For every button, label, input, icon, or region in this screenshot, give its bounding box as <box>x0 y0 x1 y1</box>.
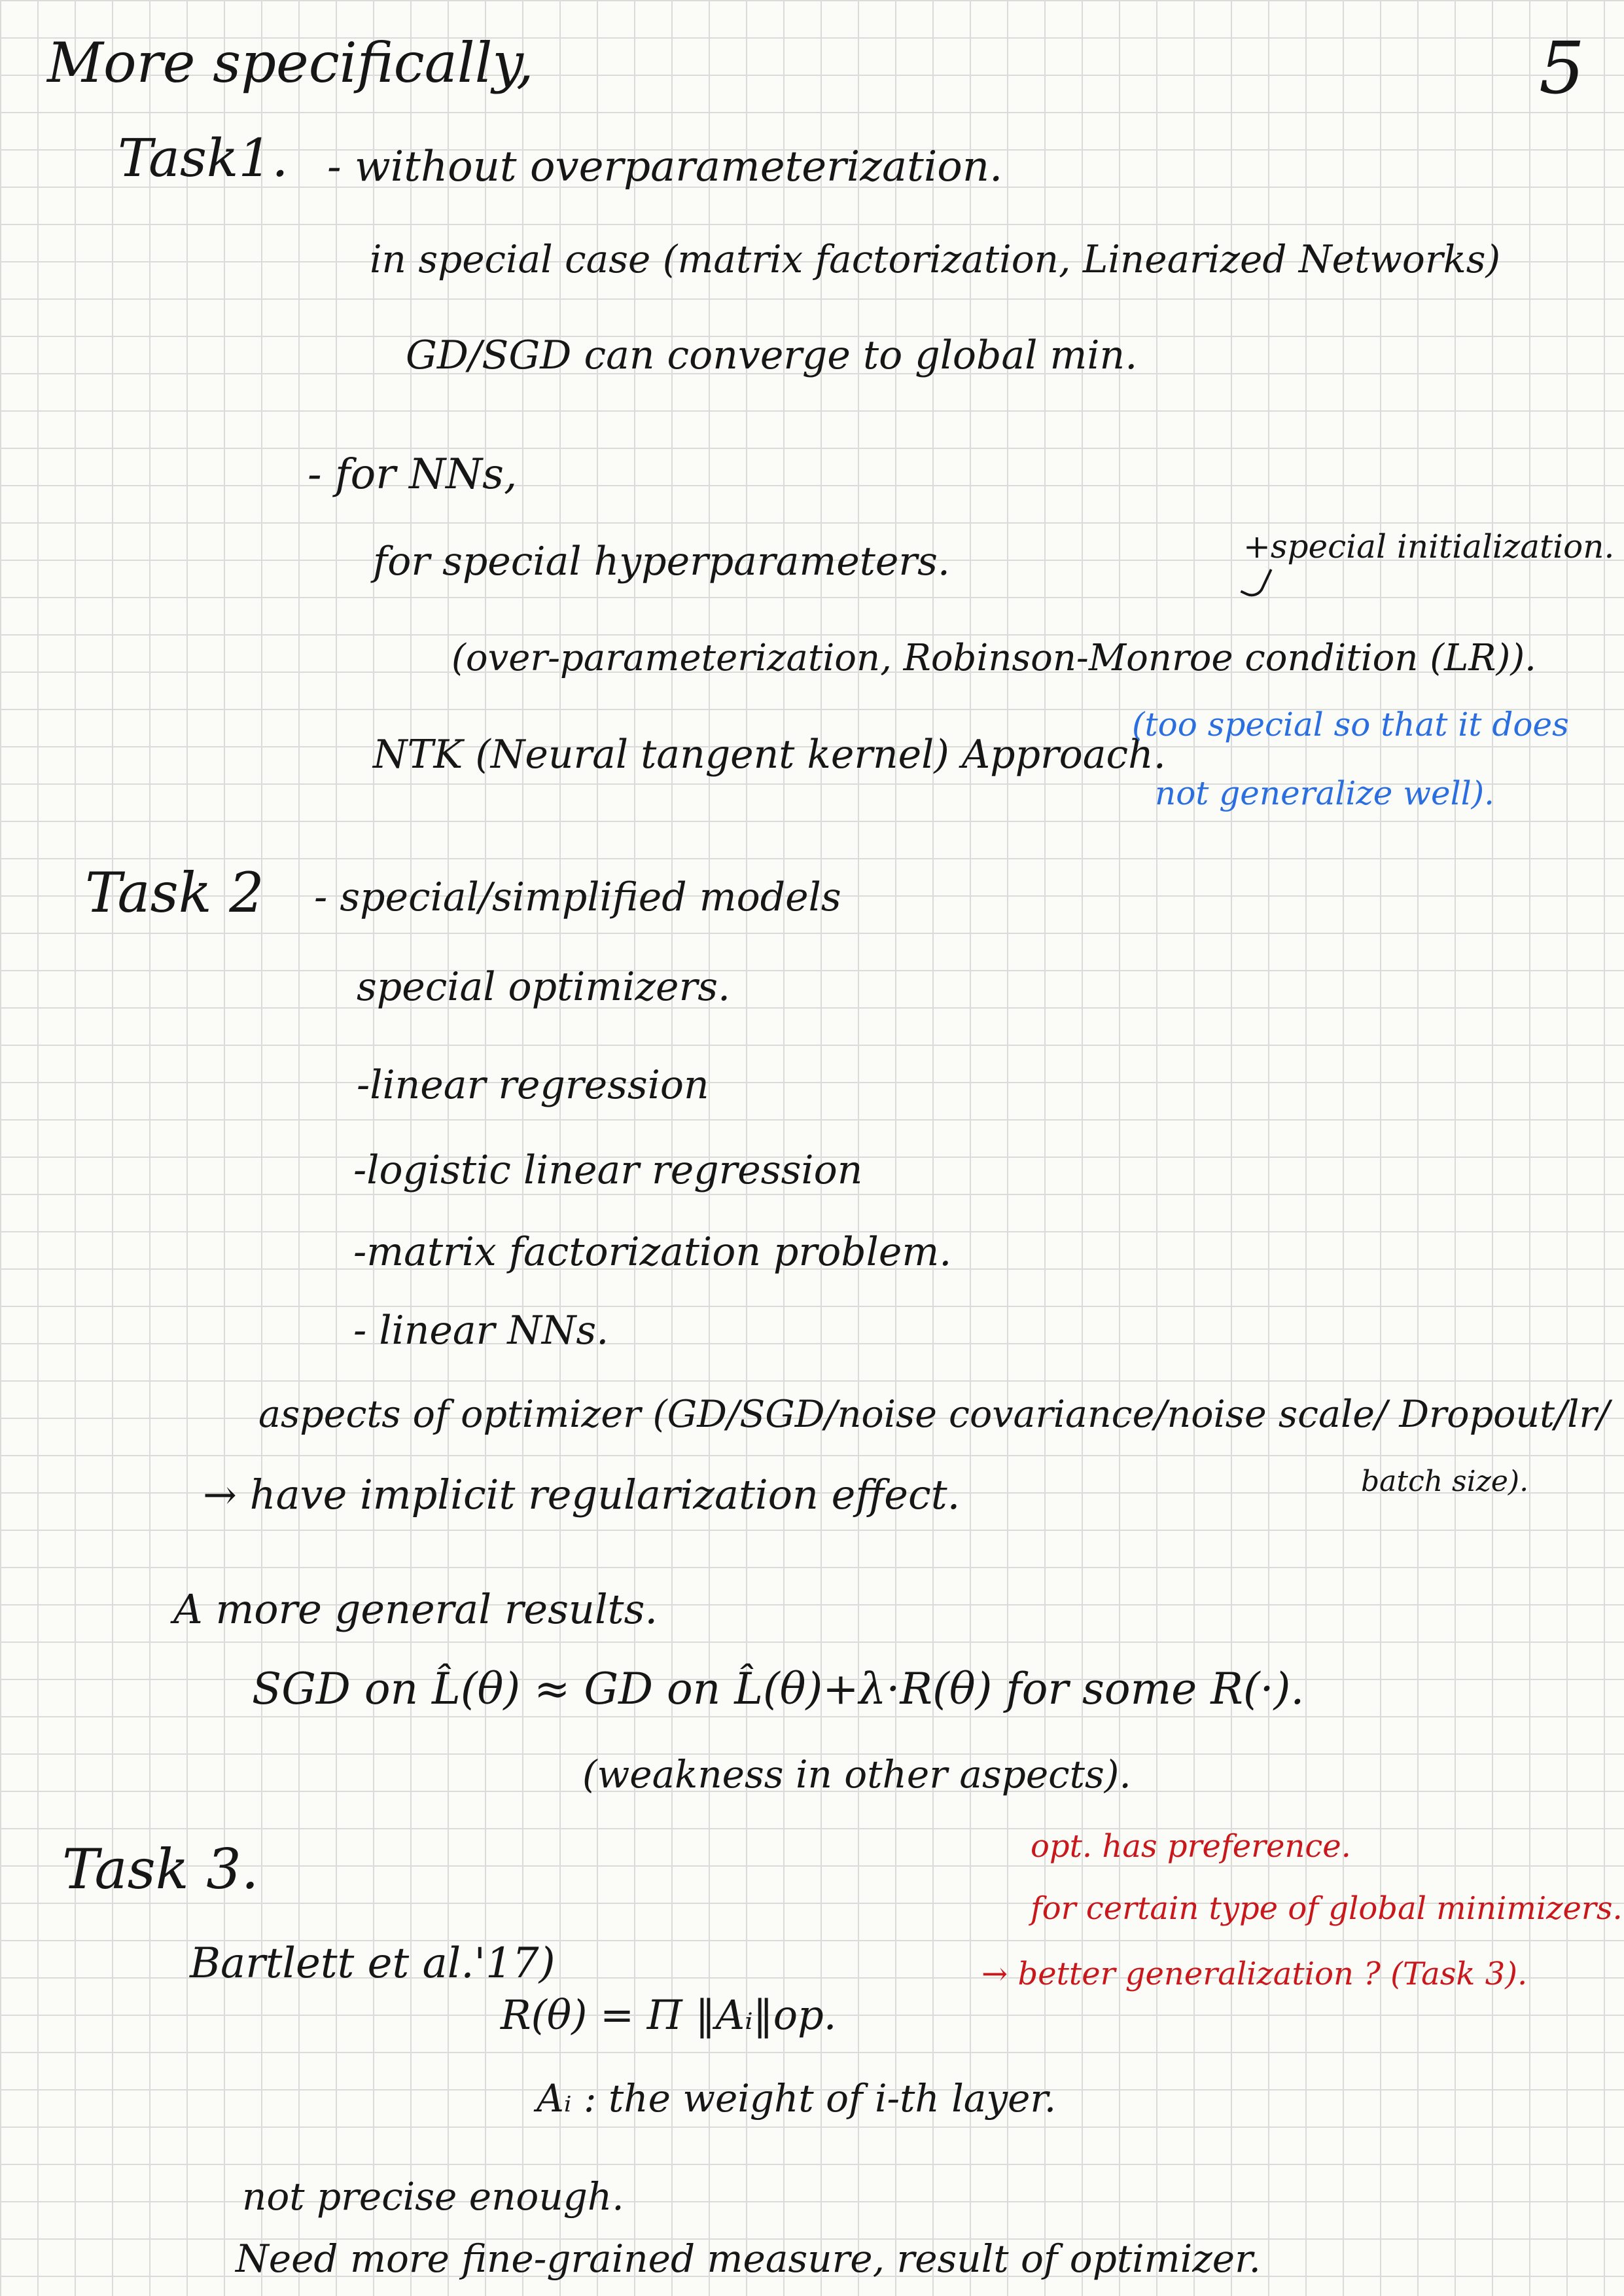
task1-line5-note: +special initialization. <box>1243 528 1615 565</box>
intro-heading: More specifically, <box>47 31 534 95</box>
blue-note-line1: (too special so that it does <box>1132 706 1569 744</box>
task2-item-4: - linear NNs. <box>353 1308 609 1354</box>
conclusion-line1: not precise enough. <box>242 2174 624 2219</box>
task2-item-1: -linear regression <box>357 1062 709 1108</box>
task2-item-2: -logistic linear regression <box>353 1147 863 1193</box>
blue-note-line2: not generalize well). <box>1155 774 1494 812</box>
general-results: A more general results. <box>173 1585 658 1633</box>
task1-line7: NTK (Neural tangent kernel) Approach. <box>373 732 1166 778</box>
task2-item-3: -matrix factorization problem. <box>353 1229 952 1275</box>
task1-line2: in special case (matrix factorization, Linearized Networks) <box>370 237 1501 281</box>
aspects-line: aspects of optimizer (GD/SGD/noise covariance/noise scale/ Dropout/lr/ <box>258 1393 1610 1436</box>
task3-label: Task 3. <box>62 1837 259 1901</box>
task1-line4: - for NNs, <box>308 450 518 499</box>
red-note-line1: opt. has preference. <box>1031 1828 1351 1865</box>
task1-line5: for special hyperparameters. <box>373 539 950 584</box>
weakness-note: (weakness in other aspects). <box>582 1752 1131 1797</box>
task1-label: Task1. <box>118 128 289 188</box>
weight-definition: Aᵢ : the weight of i-th layer. <box>537 2076 1057 2121</box>
conclusion-line2: Need more fine-grained measure, result of optimizer. <box>236 2236 1261 2281</box>
task1-line6: (over-parameterization, Robinson-Monroe condition (LR)). <box>451 637 1536 679</box>
page-number: 5 <box>1539 26 1585 110</box>
bartlett-citation: Bartlett et al.'17) <box>190 1939 556 1988</box>
insert-caret <box>1240 562 1272 601</box>
sgd-formula: SGD on L̂(θ) ≈ GD on L̂(θ)+λ·R(θ) for some R(·). <box>252 1664 1305 1714</box>
task1-line3: GD/SGD can converge to global min. <box>406 332 1138 378</box>
task2-line1: - special/simplified models <box>314 874 841 920</box>
red-note-line3: → better generalization ? (Task 3). <box>981 1956 1528 1992</box>
task2-label: Task 2 <box>85 861 264 925</box>
spectral-norm-formula: R(θ) = Π ‖Aᵢ‖op. <box>501 1991 837 2039</box>
aspects-continued: batch size). <box>1361 1465 1529 1498</box>
task2-line2: special optimizers. <box>357 964 731 1010</box>
task1-line1: - without overparameterization. <box>327 143 1003 191</box>
effect-line: → have implicit regularization effect. <box>203 1471 961 1518</box>
red-note-line2: for certain type of global minimizers. <box>1031 1890 1623 1927</box>
